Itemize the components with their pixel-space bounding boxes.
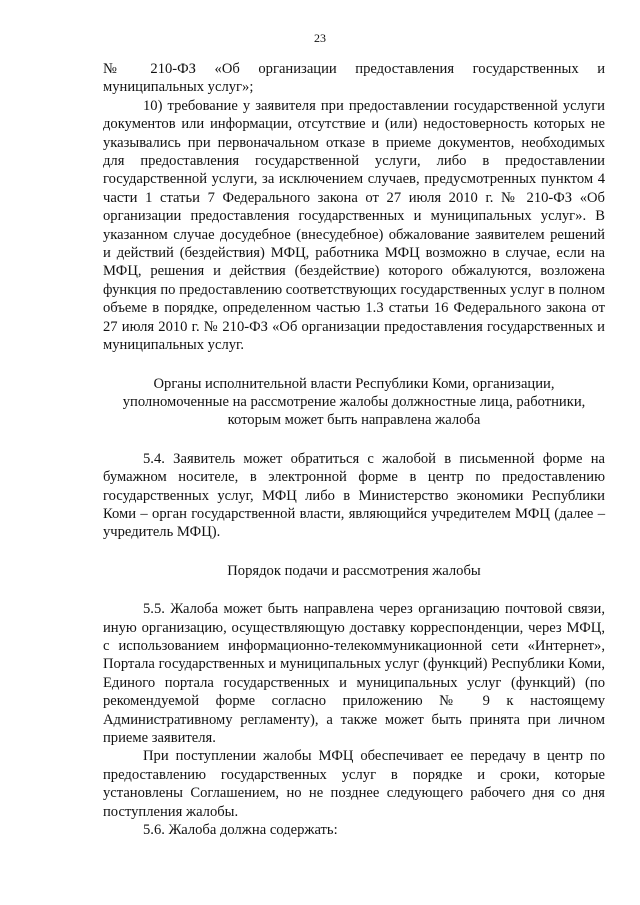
section-heading-complaint-procedure: Порядок подачи и рассмотрения жалобы xyxy=(227,562,481,579)
section-heading-complaint-recipients: Органы исполнительной власти Республики Коми, организации, уполномоченные на рассмотрение жалобы должностные лица, работники, которым может быть направлена жалоба xyxy=(122,375,586,429)
page-number: 23 xyxy=(314,31,326,45)
paragraph-5-6: 5.6. Жалоба должна содержать: xyxy=(143,822,338,839)
paragraph-mfc-transfer: При поступлении жалобы МФЦ обеспечивает ее передачу в центр по предоставлению государственных услуг в порядке и сроки, которые установлены Соглашением, но не позднее следующего рабочего дня со дня поступления жалобы. xyxy=(103,748,605,820)
paragraph-law-reference: № 210-ФЗ «Об организации предоставления государственных и муниципальных услуг»; xyxy=(103,61,605,96)
document-body xyxy=(103,60,605,839)
paragraph-5-5: 5.5. Жалоба может быть направлена через организацию почтовой связи, иную организацию, осуществляющую доставку корреспонденции, через МФЦ, с использованием информационно-телекоммуникационной сети «Интернет», Портала государственных и муниципальных услуг (функций) Республики Коми, Единого портала государственных и муниципальных услуг (функций) (по рекомендуемой форме согласно приложению № 9 к настоящему Административному регламенту), а также может быть принята при личном приеме заявителя. xyxy=(103,601,605,746)
paragraph-5-4: 5.4. Заявитель может обратиться с жалобой в письменной форме на бумажном носителе, в электронной форме в центр по предоставлению государственных услуг, МФЦ либо в Министерство экономики Республики Коми – орган государственной власти, являющийся учредителем МФЦ (далее – учредитель МФЦ). xyxy=(103,450,605,541)
paragraph-item-10: 10) требование у заявителя при предоставлении государственной услуги документов или информации, отсутствие и (или) недостоверность которых не указывались при первоначальном отказе в приеме документов, необходимых для предоставления государственной услуги, либо в предоставлении государственной услуги, за исключением случаев, предусмотренных пунктом 4 части 1 статьи 7 Федерального закона от 27 июля 2010 г. № 210-ФЗ «Об организации предоставления государственных и муниципальных услуг». В указанном случае досудебное (внесудебное) обжалование заявителем решений и действий (бездействия) МФЦ, работника МФЦ возможно в случае, если на МФЦ, решения и действия (бездействие) которого обжалуются, возложена функция по предоставлению соответствующих государственных услуг в полном объеме в порядке, определенном частью 1.3 статьи 16 Федерального закона от 27 июля 2010 г. № 210-ФЗ «Об организации предоставления государственных и муниципальных услуг. xyxy=(103,97,605,354)
